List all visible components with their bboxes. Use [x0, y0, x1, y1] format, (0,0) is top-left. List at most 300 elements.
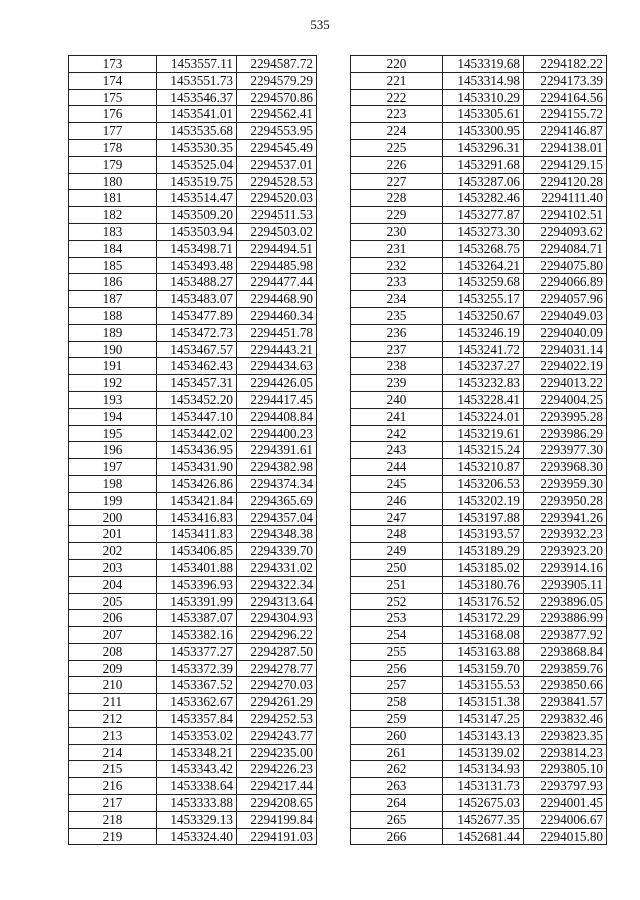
table-row	[69, 677, 317, 694]
x-coordinate-cell: 1453362.67	[157, 694, 237, 711]
table-row	[69, 795, 317, 812]
x-coordinate-cell: 1453206.53	[443, 475, 524, 492]
table-row	[69, 173, 317, 190]
x-coordinate-cell: 1453442.02	[157, 425, 237, 442]
x-coordinate-cell: 1453168.08	[443, 627, 524, 644]
x-coordinate-cell: 1453401.88	[157, 559, 237, 576]
y-coordinate-cell: 2294075.80	[524, 257, 607, 274]
y-coordinate-cell: 2294199.84	[237, 811, 317, 828]
table-row	[351, 610, 607, 627]
y-coordinate-cell: 2294001.45	[524, 795, 607, 812]
point-number-cell: 235	[351, 307, 443, 324]
point-number-cell: 217	[69, 795, 157, 812]
y-coordinate-cell: 2293923.20	[524, 543, 607, 560]
y-coordinate-cell: 2294443.21	[237, 341, 317, 358]
y-coordinate-cell: 2294296.22	[237, 627, 317, 644]
point-number-cell: 193	[69, 391, 157, 408]
point-number-cell: 227	[351, 173, 443, 190]
table-row	[351, 593, 607, 610]
y-coordinate-cell: 2294182.22	[524, 56, 607, 73]
x-coordinate-cell: 1453210.87	[443, 459, 524, 476]
y-coordinate-cell: 2293932.23	[524, 526, 607, 543]
point-number-cell: 246	[351, 492, 443, 509]
table-row	[351, 358, 607, 375]
x-coordinate-cell: 1453535.68	[157, 123, 237, 140]
y-coordinate-cell: 2294164.56	[524, 89, 607, 106]
table-row	[351, 559, 607, 576]
y-coordinate-cell: 2294374.34	[237, 475, 317, 492]
point-number-cell: 250	[351, 559, 443, 576]
y-coordinate-cell: 2294066.89	[524, 274, 607, 291]
y-coordinate-cell: 2294503.02	[237, 223, 317, 240]
y-coordinate-cell: 2294400.23	[237, 425, 317, 442]
y-coordinate-cell: 2294146.87	[524, 123, 607, 140]
y-coordinate-cell: 2294348.38	[237, 526, 317, 543]
x-coordinate-cell: 1453431.90	[157, 459, 237, 476]
point-number-cell: 178	[69, 139, 157, 156]
table-row	[69, 727, 317, 744]
x-coordinate-cell: 1453319.68	[443, 56, 524, 73]
y-coordinate-cell: 2294138.01	[524, 139, 607, 156]
y-coordinate-cell: 2294304.93	[237, 610, 317, 627]
x-coordinate-cell: 1453530.35	[157, 139, 237, 156]
point-number-cell: 200	[69, 509, 157, 526]
y-coordinate-cell: 2294494.51	[237, 240, 317, 257]
y-coordinate-cell: 2294057.96	[524, 291, 607, 308]
table-row	[69, 643, 317, 660]
table-row	[351, 89, 607, 106]
x-coordinate-cell: 1453250.67	[443, 307, 524, 324]
table-row	[351, 627, 607, 644]
table-row	[351, 223, 607, 240]
table-row	[69, 543, 317, 560]
y-coordinate-cell: 2294426.05	[237, 375, 317, 392]
x-coordinate-cell: 1453406.85	[157, 543, 237, 560]
table-row	[351, 341, 607, 358]
y-coordinate-cell: 2294173.39	[524, 72, 607, 89]
y-coordinate-cell: 2293959.30	[524, 475, 607, 492]
table-row	[69, 375, 317, 392]
y-coordinate-cell: 2293850.66	[524, 677, 607, 694]
table-row	[69, 207, 317, 224]
x-coordinate-cell: 1453367.52	[157, 677, 237, 694]
point-number-cell: 260	[351, 727, 443, 744]
table-row	[351, 190, 607, 207]
x-coordinate-cell: 1453503.94	[157, 223, 237, 240]
x-coordinate-cell: 1453329.13	[157, 811, 237, 828]
table-row	[69, 89, 317, 106]
table-row	[351, 459, 607, 476]
table-row	[351, 56, 607, 73]
x-coordinate-cell: 1453353.02	[157, 727, 237, 744]
point-number-cell: 206	[69, 610, 157, 627]
x-coordinate-cell: 1453343.42	[157, 761, 237, 778]
x-coordinate-cell: 1453197.88	[443, 509, 524, 526]
table-row	[69, 341, 317, 358]
table-row	[69, 660, 317, 677]
x-coordinate-cell: 1453147.25	[443, 711, 524, 728]
y-coordinate-cell: 2293968.30	[524, 459, 607, 476]
point-number-cell: 239	[351, 375, 443, 392]
point-number-cell: 181	[69, 190, 157, 207]
x-coordinate-cell: 1453416.83	[157, 509, 237, 526]
point-number-cell: 207	[69, 627, 157, 644]
x-coordinate-cell: 1453259.68	[443, 274, 524, 291]
y-coordinate-cell: 2294111.40	[524, 190, 607, 207]
table-row	[69, 711, 317, 728]
table-row	[69, 257, 317, 274]
y-coordinate-cell: 2293823.35	[524, 727, 607, 744]
table-row	[351, 492, 607, 509]
x-coordinate-cell: 1453163.88	[443, 643, 524, 660]
point-number-cell: 203	[69, 559, 157, 576]
point-number-cell: 222	[351, 89, 443, 106]
y-coordinate-cell: 2293797.93	[524, 778, 607, 795]
x-coordinate-cell: 1453255.17	[443, 291, 524, 308]
x-coordinate-cell: 1453514.47	[157, 190, 237, 207]
table-row	[69, 291, 317, 308]
x-coordinate-cell: 1453287.06	[443, 173, 524, 190]
point-number-cell: 244	[351, 459, 443, 476]
x-coordinate-cell: 1453202.19	[443, 492, 524, 509]
x-coordinate-cell: 1453509.20	[157, 207, 237, 224]
point-number-cell: 257	[351, 677, 443, 694]
x-coordinate-cell: 1453219.61	[443, 425, 524, 442]
x-coordinate-cell: 1453176.52	[443, 593, 524, 610]
point-number-cell: 225	[351, 139, 443, 156]
y-coordinate-cell: 2294120.28	[524, 173, 607, 190]
x-coordinate-cell: 1453305.61	[443, 106, 524, 123]
point-number-cell: 179	[69, 156, 157, 173]
coordinate-table-right	[350, 55, 607, 845]
y-coordinate-cell: 2293868.84	[524, 643, 607, 660]
x-coordinate-cell: 1453488.27	[157, 274, 237, 291]
y-coordinate-cell: 2294217.44	[237, 778, 317, 795]
x-coordinate-cell: 1453172.29	[443, 610, 524, 627]
point-number-cell: 214	[69, 744, 157, 761]
point-number-cell: 242	[351, 425, 443, 442]
x-coordinate-cell: 1453372.39	[157, 660, 237, 677]
table-row	[351, 72, 607, 89]
y-coordinate-cell: 2294417.45	[237, 391, 317, 408]
y-coordinate-cell: 2293859.76	[524, 660, 607, 677]
table-row	[69, 761, 317, 778]
x-coordinate-cell: 1453131.73	[443, 778, 524, 795]
x-coordinate-cell: 1453348.21	[157, 744, 237, 761]
point-number-cell: 232	[351, 257, 443, 274]
y-coordinate-cell: 2294477.44	[237, 274, 317, 291]
point-number-cell: 216	[69, 778, 157, 795]
point-number-cell: 255	[351, 643, 443, 660]
y-coordinate-cell: 2294468.90	[237, 291, 317, 308]
x-coordinate-cell: 1453333.88	[157, 795, 237, 812]
point-number-cell: 261	[351, 744, 443, 761]
point-number-cell: 265	[351, 811, 443, 828]
point-number-cell: 175	[69, 89, 157, 106]
point-number-cell: 240	[351, 391, 443, 408]
y-coordinate-cell: 2294235.00	[237, 744, 317, 761]
point-number-cell: 202	[69, 543, 157, 560]
point-number-cell: 218	[69, 811, 157, 828]
x-coordinate-cell: 1452681.44	[443, 828, 524, 845]
table-row	[351, 291, 607, 308]
y-coordinate-cell: 2294537.01	[237, 156, 317, 173]
x-coordinate-cell: 1453421.84	[157, 492, 237, 509]
point-number-cell: 264	[351, 795, 443, 812]
coordinate-table-right-body	[351, 56, 607, 845]
y-coordinate-cell: 2294022.19	[524, 358, 607, 375]
x-coordinate-cell: 1452675.03	[443, 795, 524, 812]
point-number-cell: 259	[351, 711, 443, 728]
point-number-cell: 253	[351, 610, 443, 627]
point-number-cell: 209	[69, 660, 157, 677]
table-row	[351, 576, 607, 593]
table-row	[69, 459, 317, 476]
y-coordinate-cell: 2294408.84	[237, 408, 317, 425]
y-coordinate-cell: 2294261.29	[237, 694, 317, 711]
point-number-cell: 238	[351, 358, 443, 375]
x-coordinate-cell: 1453228.41	[443, 391, 524, 408]
table-row	[351, 274, 607, 291]
point-number-cell: 189	[69, 324, 157, 341]
x-coordinate-cell: 1453357.84	[157, 711, 237, 728]
y-coordinate-cell: 2294015.80	[524, 828, 607, 845]
table-row	[69, 72, 317, 89]
table-row	[351, 795, 607, 812]
point-number-cell: 223	[351, 106, 443, 123]
y-coordinate-cell: 2293805.10	[524, 761, 607, 778]
table-row	[351, 307, 607, 324]
table-row	[69, 627, 317, 644]
point-number-cell: 215	[69, 761, 157, 778]
point-number-cell: 199	[69, 492, 157, 509]
y-coordinate-cell: 2294226.23	[237, 761, 317, 778]
x-coordinate-cell: 1453246.19	[443, 324, 524, 341]
x-coordinate-cell: 1453291.68	[443, 156, 524, 173]
y-coordinate-cell: 2294208.65	[237, 795, 317, 812]
x-coordinate-cell: 1453264.21	[443, 257, 524, 274]
table-row	[69, 223, 317, 240]
x-coordinate-cell: 1453557.11	[157, 56, 237, 73]
table-row	[351, 156, 607, 173]
table-row	[69, 559, 317, 576]
table-row	[351, 123, 607, 140]
x-coordinate-cell: 1453151.38	[443, 694, 524, 711]
table-row	[351, 761, 607, 778]
x-coordinate-cell: 1453483.07	[157, 291, 237, 308]
point-number-cell: 198	[69, 475, 157, 492]
x-coordinate-cell: 1453314.98	[443, 72, 524, 89]
y-coordinate-cell: 2294365.69	[237, 492, 317, 509]
y-coordinate-cell: 2294579.29	[237, 72, 317, 89]
y-coordinate-cell: 2294287.50	[237, 643, 317, 660]
point-number-cell: 205	[69, 593, 157, 610]
point-number-cell: 182	[69, 207, 157, 224]
x-coordinate-cell: 1453180.76	[443, 576, 524, 593]
x-coordinate-cell: 1453377.27	[157, 643, 237, 660]
point-number-cell: 180	[69, 173, 157, 190]
table-row	[69, 442, 317, 459]
y-coordinate-cell: 2293905.11	[524, 576, 607, 593]
table-row	[351, 257, 607, 274]
x-coordinate-cell: 1453193.57	[443, 526, 524, 543]
point-number-cell: 224	[351, 123, 443, 140]
point-number-cell: 184	[69, 240, 157, 257]
x-coordinate-cell: 1453338.64	[157, 778, 237, 795]
x-coordinate-cell: 1453519.75	[157, 173, 237, 190]
x-coordinate-cell: 1453324.40	[157, 828, 237, 845]
y-coordinate-cell: 2293814.23	[524, 744, 607, 761]
point-number-cell: 221	[351, 72, 443, 89]
x-coordinate-cell: 1453268.75	[443, 240, 524, 257]
coordinate-table-left	[68, 55, 317, 845]
table-row	[351, 375, 607, 392]
y-coordinate-cell: 2294129.15	[524, 156, 607, 173]
table-row	[351, 173, 607, 190]
point-number-cell: 190	[69, 341, 157, 358]
y-coordinate-cell: 2293841.57	[524, 694, 607, 711]
table-row	[69, 492, 317, 509]
point-number-cell: 236	[351, 324, 443, 341]
x-coordinate-cell: 1453457.31	[157, 375, 237, 392]
y-coordinate-cell: 2293886.99	[524, 610, 607, 627]
x-coordinate-cell: 1453300.95	[443, 123, 524, 140]
x-coordinate-cell: 1453155.53	[443, 677, 524, 694]
point-number-cell: 258	[351, 694, 443, 711]
table-row	[69, 307, 317, 324]
table-row	[69, 156, 317, 173]
point-number-cell: 220	[351, 56, 443, 73]
y-coordinate-cell: 2294093.62	[524, 223, 607, 240]
point-number-cell: 210	[69, 677, 157, 694]
y-coordinate-cell: 2294102.51	[524, 207, 607, 224]
x-coordinate-cell: 1453551.73	[157, 72, 237, 89]
y-coordinate-cell: 2294040.09	[524, 324, 607, 341]
y-coordinate-cell: 2294528.53	[237, 173, 317, 190]
point-number-cell: 249	[351, 543, 443, 560]
point-number-cell: 243	[351, 442, 443, 459]
x-coordinate-cell: 1453493.48	[157, 257, 237, 274]
table-row	[351, 660, 607, 677]
point-number-cell: 197	[69, 459, 157, 476]
point-number-cell: 176	[69, 106, 157, 123]
page-number: 535	[310, 17, 330, 32]
x-coordinate-cell: 1452677.35	[443, 811, 524, 828]
y-coordinate-cell: 2293995.28	[524, 408, 607, 425]
point-number-cell: 266	[351, 828, 443, 845]
x-coordinate-cell: 1453426.86	[157, 475, 237, 492]
x-coordinate-cell: 1453237.27	[443, 358, 524, 375]
table-row	[351, 828, 607, 845]
x-coordinate-cell: 1453232.83	[443, 375, 524, 392]
point-number-cell: 196	[69, 442, 157, 459]
table-row	[69, 576, 317, 593]
table-row	[351, 711, 607, 728]
point-number-cell: 263	[351, 778, 443, 795]
x-coordinate-cell: 1453241.72	[443, 341, 524, 358]
point-number-cell: 212	[69, 711, 157, 728]
point-number-cell: 211	[69, 694, 157, 711]
y-coordinate-cell: 2294031.14	[524, 341, 607, 358]
point-number-cell: 208	[69, 643, 157, 660]
point-number-cell: 254	[351, 627, 443, 644]
table-row	[69, 610, 317, 627]
point-number-cell: 247	[351, 509, 443, 526]
point-number-cell: 241	[351, 408, 443, 425]
point-number-cell: 251	[351, 576, 443, 593]
point-number-cell: 237	[351, 341, 443, 358]
table-row	[351, 509, 607, 526]
table-row	[351, 744, 607, 761]
point-number-cell: 185	[69, 257, 157, 274]
x-coordinate-cell: 1453391.99	[157, 593, 237, 610]
y-coordinate-cell: 2294013.22	[524, 375, 607, 392]
table-row	[351, 727, 607, 744]
y-coordinate-cell: 2294322.34	[237, 576, 317, 593]
point-number-cell: 230	[351, 223, 443, 240]
table-row	[351, 811, 607, 828]
table-row	[351, 643, 607, 660]
point-number-cell: 219	[69, 828, 157, 845]
table-row	[351, 391, 607, 408]
y-coordinate-cell: 2294451.78	[237, 324, 317, 341]
y-coordinate-cell: 2294460.34	[237, 307, 317, 324]
point-number-cell: 213	[69, 727, 157, 744]
y-coordinate-cell: 2294313.64	[237, 593, 317, 610]
x-coordinate-cell: 1453282.46	[443, 190, 524, 207]
table-row	[69, 240, 317, 257]
table-row	[351, 526, 607, 543]
x-coordinate-cell: 1453159.70	[443, 660, 524, 677]
x-coordinate-cell: 1453525.04	[157, 156, 237, 173]
x-coordinate-cell: 1453546.37	[157, 89, 237, 106]
x-coordinate-cell: 1453436.95	[157, 442, 237, 459]
point-number-cell: 229	[351, 207, 443, 224]
x-coordinate-cell: 1453185.02	[443, 559, 524, 576]
point-number-cell: 228	[351, 190, 443, 207]
table-row	[351, 240, 607, 257]
x-coordinate-cell: 1453310.29	[443, 89, 524, 106]
y-coordinate-cell: 2293941.26	[524, 509, 607, 526]
y-coordinate-cell: 2293950.28	[524, 492, 607, 509]
table-row	[69, 139, 317, 156]
x-coordinate-cell: 1453411.83	[157, 526, 237, 543]
table-row	[69, 778, 317, 795]
x-coordinate-cell: 1453477.89	[157, 307, 237, 324]
table-row	[69, 408, 317, 425]
point-number-cell: 248	[351, 526, 443, 543]
table-row	[69, 425, 317, 442]
x-coordinate-cell: 1453134.93	[443, 761, 524, 778]
table-row	[351, 677, 607, 694]
point-number-cell: 231	[351, 240, 443, 257]
point-number-cell: 177	[69, 123, 157, 140]
table-row	[351, 694, 607, 711]
table-row	[69, 593, 317, 610]
y-coordinate-cell: 2294049.03	[524, 307, 607, 324]
y-coordinate-cell: 2294511.53	[237, 207, 317, 224]
table-row	[351, 425, 607, 442]
table-row	[69, 123, 317, 140]
y-coordinate-cell: 2293877.92	[524, 627, 607, 644]
y-coordinate-cell: 2294270.03	[237, 677, 317, 694]
table-row	[351, 324, 607, 341]
point-number-cell: 195	[69, 425, 157, 442]
y-coordinate-cell: 2294570.86	[237, 89, 317, 106]
y-coordinate-cell: 2293914.16	[524, 559, 607, 576]
x-coordinate-cell: 1453382.16	[157, 627, 237, 644]
table-row	[69, 811, 317, 828]
